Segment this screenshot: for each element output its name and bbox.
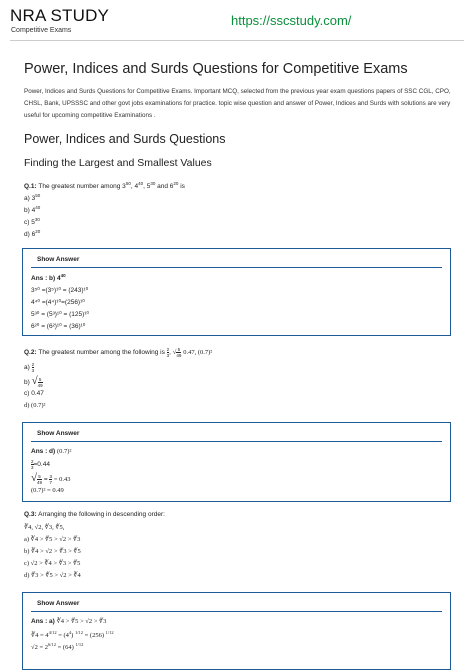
option-d: d) (0.7)² — [24, 402, 46, 409]
option-c: c) 0.47 — [24, 390, 44, 397]
answer-box-2 — [22, 422, 451, 502]
show-answer-button[interactable]: Show Answer — [37, 430, 80, 437]
answer-box-3 — [22, 592, 451, 670]
question-tail: 0.47, (0.7)² — [183, 349, 213, 357]
answer-step: 6²⁰ = (6²)¹⁰ = (36)¹⁰ — [31, 323, 86, 330]
answer-divider — [31, 441, 442, 442]
answer-step: $\frac{2}{3}$ =0.44 — [31, 459, 50, 470]
show-answer-button[interactable]: Show Answer — [37, 256, 80, 263]
answer-box-1 — [22, 248, 451, 336]
option-b: b) √ $\frac{5}{49}$ — [24, 375, 43, 388]
answer-step: ∛4 = $4^{4/12} = (4^4) ^{1/12} = (256)$ $^{1/12}$ — [31, 630, 114, 640]
question-label: Q.1: — [24, 183, 37, 191]
question-text: The greatest number among 3 — [38, 183, 126, 191]
question-values: ∛4, √2, ∜3, ∜5, — [24, 524, 65, 531]
answer-step: 4⁴⁰ =(4⁴)¹⁰=(256)¹⁰ — [31, 299, 85, 306]
brand-subtitle: Competitive Exams — [11, 27, 72, 34]
intro-paragraph: Power, Indices and Surds Questions for Competitive Exams. Important MCQ, selected from the previous year exam questions papers of SSC CGL, CPO, CHSL, Bank, UPSSSC and other govt jobs examinations for practice. topic wise question and answer of Power, Indices and Surds with solutions are very useful for upcoming competitive Examinations . — [24, 88, 451, 119]
question-1: Q.1: The greatest number among $3^{50}$, $4^{40}$, $5^{30}$ and $6^{20}$ is — [24, 181, 185, 191]
answer-step: √ $\frac{5}{49}$ = $\frac{3}{7}$ = 0.43 — [31, 472, 71, 485]
option-a: a) $\frac{2}{3}$ — [24, 362, 35, 373]
option-a: a) ∛4 > ∜5 > √2 > ∜3 — [24, 536, 81, 543]
answer-label: Ans : a) ∛4 > ∜5 > √2 > ∜3 — [31, 618, 107, 625]
answer-step: 3⁵⁰ =(3⁵)¹⁰ = (243)¹⁰ — [31, 287, 89, 294]
site-url-link[interactable]: https://sscstudy.com/ — [231, 13, 352, 28]
question-label: Q.2: — [24, 349, 37, 357]
answer-step: (0.7)² = 0.49 — [31, 487, 64, 494]
option-c: c) √2 > ∛4 > ∜3 > ∜5 — [24, 560, 81, 567]
option-c: c) $5^{30}$ — [24, 217, 40, 227]
show-answer-button[interactable]: Show Answer — [37, 600, 80, 607]
brand-name: NRA STUDY — [10, 6, 110, 25]
answer-divider — [31, 611, 442, 612]
question-label: Q.3: — [24, 511, 37, 518]
subsection-title: Finding the Largest and Smallest Values — [24, 157, 212, 169]
question-text: Arranging the following in descending order: — [38, 511, 165, 518]
page-title: Power, Indices and Surds Questions for Competitive Exams — [24, 61, 408, 77]
section-title: Power, Indices and Surds Questions — [24, 132, 226, 146]
question-2: Q.2: The greatest number among the following is $\frac{2}{3}$ , √ $\frac{5}{49}$ 0.47, (0.7)² — [24, 347, 213, 358]
option-b: b) $4^{40}$ — [24, 205, 41, 215]
option-d: d) $6^{20}$ — [24, 229, 41, 239]
header-divider — [10, 40, 464, 41]
answer-label: Ans : b) $4^{40}$ — [31, 273, 66, 283]
option-a: a) $3^{50}$ — [24, 193, 41, 203]
answer-step: 5³⁰ = (5³)¹⁰ = (125)¹⁰ — [31, 311, 90, 318]
answer-step: $√2 = 2^{6/12} = (64)$ $^{1/12}$ — [31, 642, 84, 652]
option-b: b) ∛4 > √2 > ∜3 > ∜5 — [24, 548, 81, 555]
question-text: The greatest number among the following is — [38, 349, 165, 357]
question-3 — [24, 511, 165, 518]
option-d: d) ∜3 > ∜5 > √2 > ∛4 — [24, 572, 81, 579]
answer-label: Ans : d) (0.7)² — [31, 448, 72, 455]
answer-divider — [31, 267, 442, 268]
